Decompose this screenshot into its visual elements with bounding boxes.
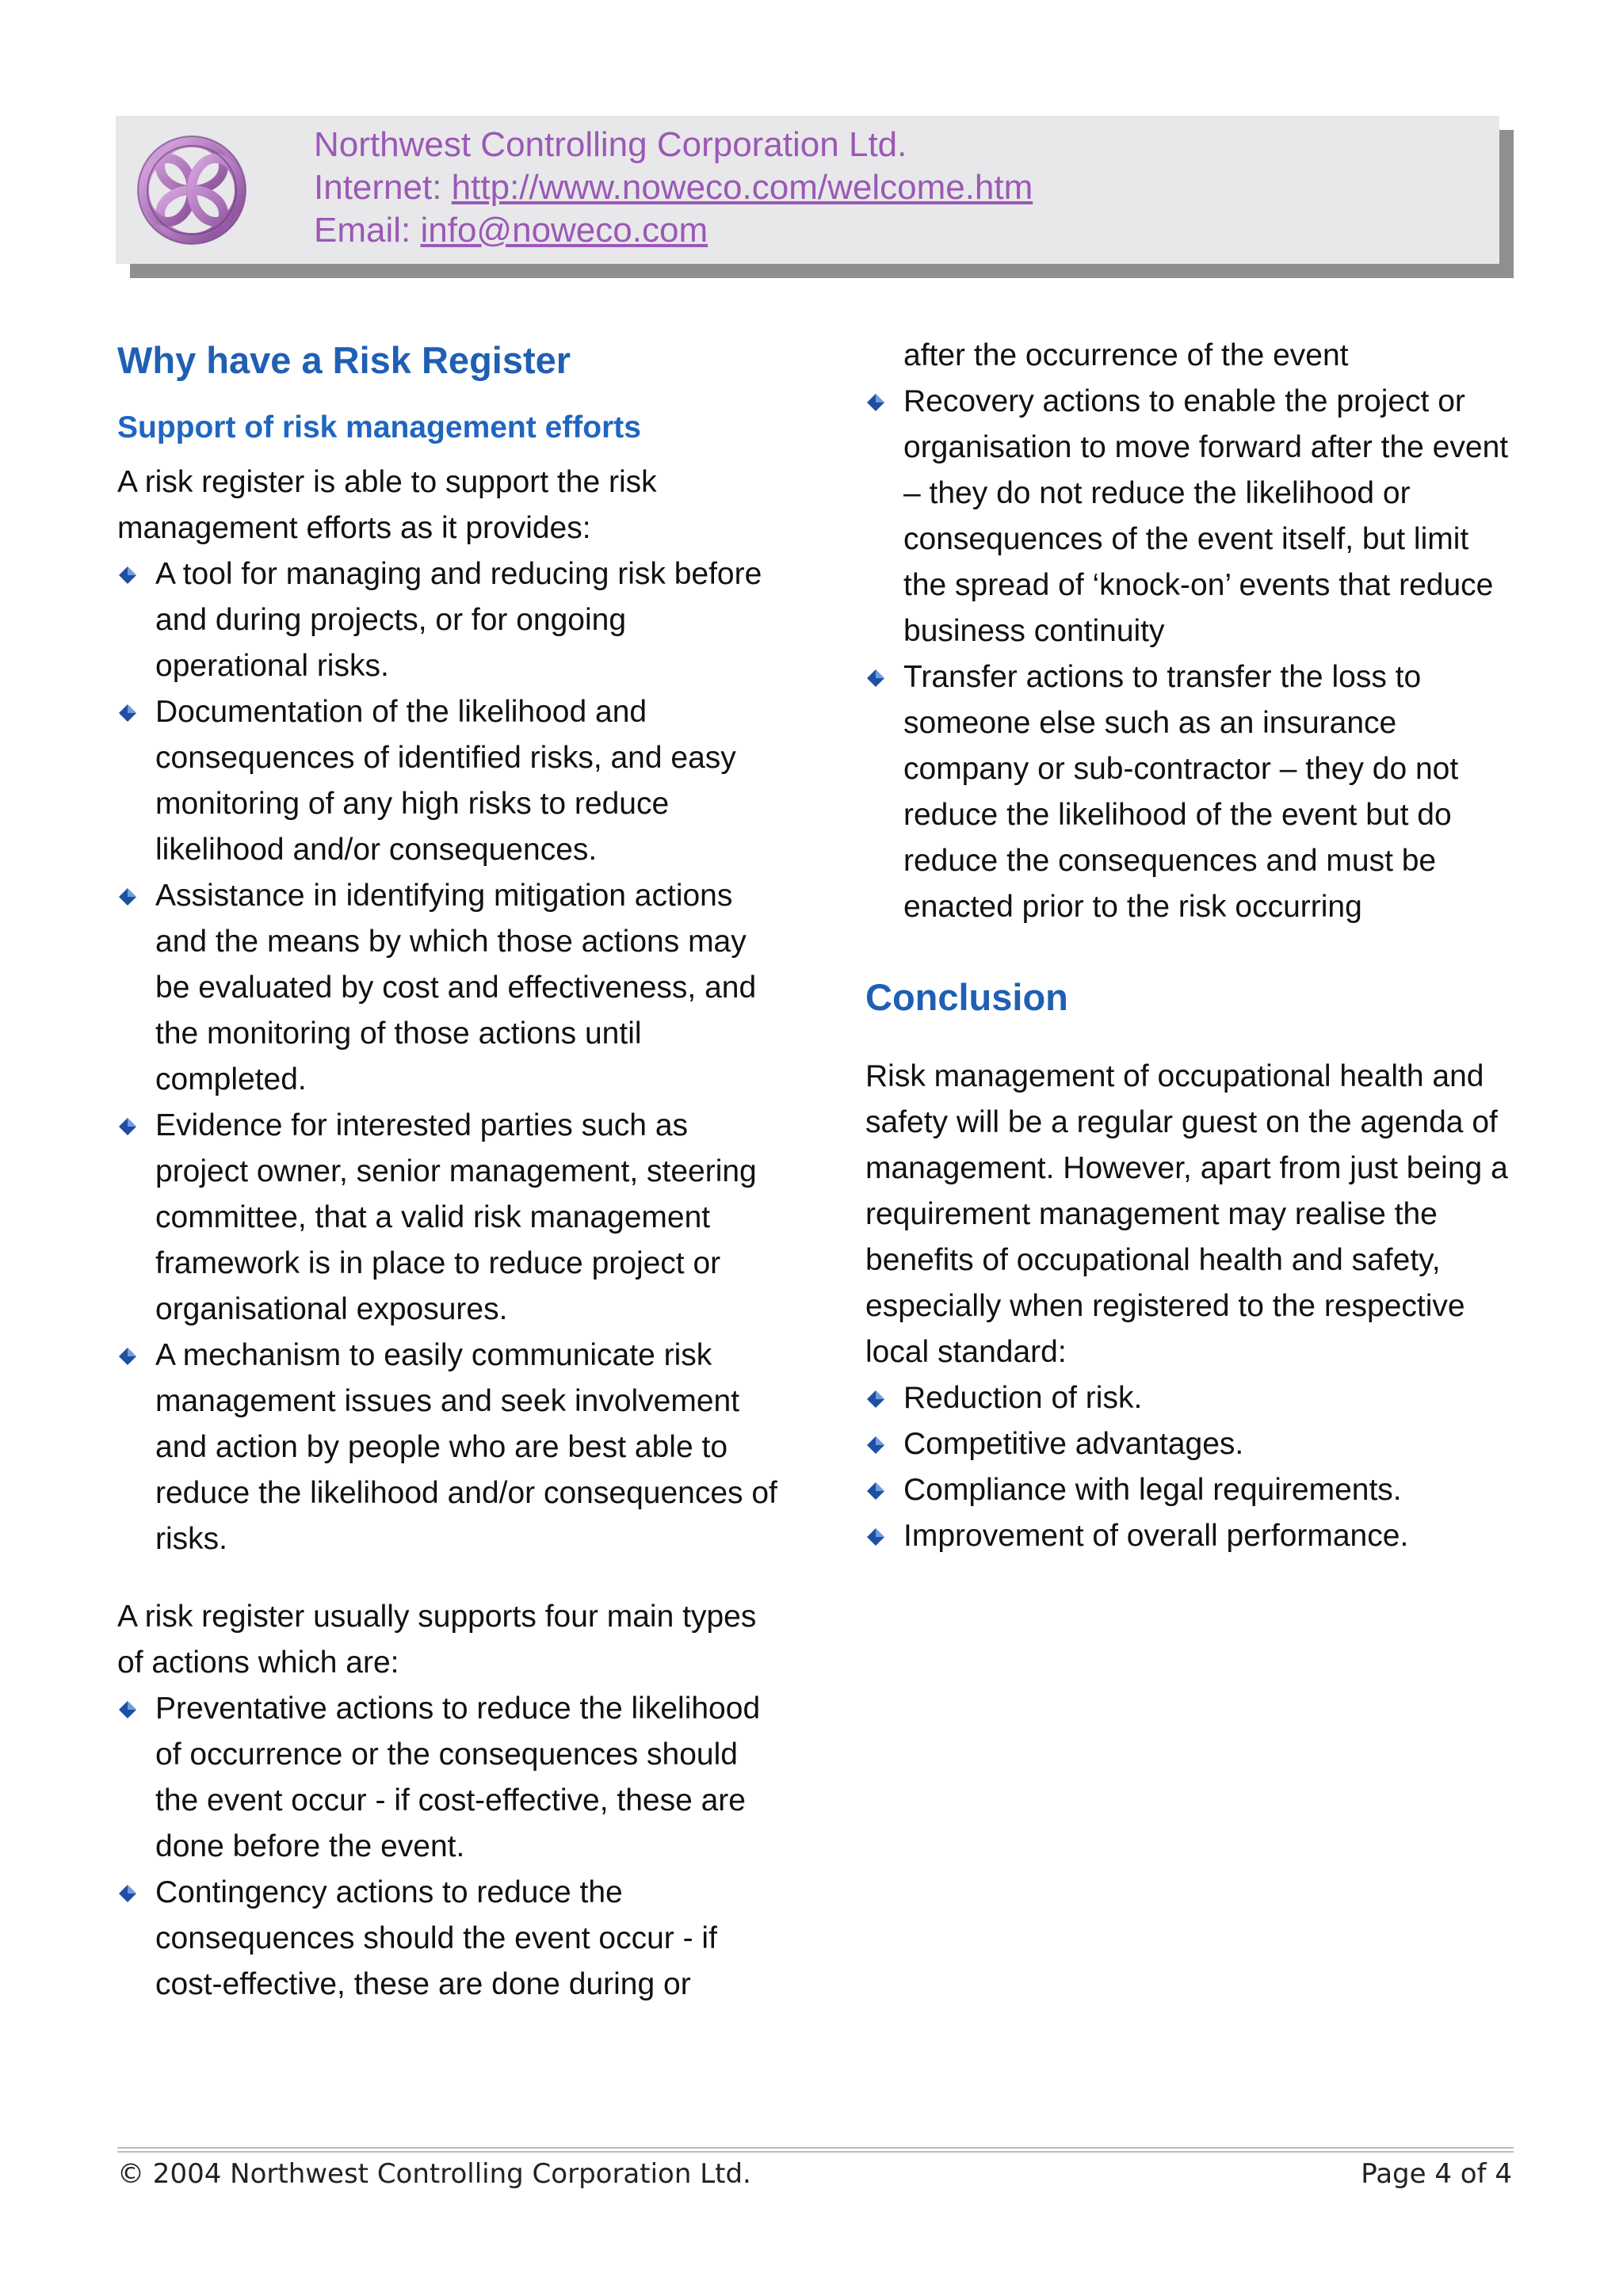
provides-list — [117, 551, 783, 1562]
actions-list — [117, 1686, 783, 2008]
list-item: Transfer actions to transfer the loss to someone else such as an insurance company or sub-contractor – they do not reduce the likelihood of the event but do reduce the consequences and must be enacted prior to the risk occurring — [865, 654, 1515, 930]
diamond-bullet-icon — [119, 888, 136, 906]
header-contact — [314, 124, 1033, 252]
email-label: Email: — [314, 211, 421, 250]
list-item: Reduction of risk. — [865, 1375, 1515, 1421]
email-link[interactable]: info@noweco.com — [420, 211, 708, 250]
actions-intro-paragraph: A risk register usually supports four main types of actions which are: — [117, 1600, 757, 1680]
list-item: Assistance in identifying mitigation actions and the means by which those actions may be evaluated by cost and effectiveness, and the monitoring of those actions until completed. — [117, 873, 783, 1103]
spacer — [117, 1562, 783, 1594]
left-column — [117, 325, 783, 2008]
diamond-bullet-icon — [867, 1528, 884, 1546]
diamond-bullet-icon — [867, 1482, 884, 1500]
diamond-bullet-icon — [867, 1436, 884, 1454]
list-item: Contingency actions to reduce the consequences should the event occur - if cost-effective, these are done during or — [117, 1870, 783, 2008]
section-title-why: Why have a Risk Register — [117, 339, 571, 381]
section-title-conclusion: Conclusion — [865, 976, 1068, 1018]
actions-list-continued — [865, 333, 1515, 930]
subsection-title-support: Support of risk management efforts — [117, 410, 641, 444]
diamond-bullet-icon — [119, 1348, 136, 1365]
celtic-knot-logo — [122, 120, 262, 260]
spacer — [865, 930, 1515, 962]
list-item: Preventative actions to reduce the likelihood of occurrence or the consequences should the event occur - if cost-effective, these are done before the event. — [117, 1686, 783, 1870]
list-item: A tool for managing and reducing risk before and during projects, or for ongoing operational risks. — [117, 551, 783, 689]
right-column — [865, 333, 1515, 1559]
diamond-bullet-icon — [867, 394, 884, 411]
list-item: Recovery actions to enable the project or organisation to move forward after the event – they do not reduce the likelihood or consequences of the event itself, but limit the spread of ‘knock-on’ events that reduce business continuity — [865, 379, 1515, 654]
website-link[interactable]: http://www.noweco.com/welcome.htm — [451, 168, 1033, 207]
diamond-bullet-icon — [119, 704, 136, 722]
footer-page-number: Page 4 of 4 — [1361, 2158, 1512, 2190]
list-item-continuation: after the occurrence of the event — [903, 338, 1349, 372]
list-item: Compliance with legal requirements. — [865, 1467, 1515, 1513]
list-item: Evidence for interested parties such as project owner, senior management, steering committee, that a valid risk management framework is in place to reduce project or organisational exposures. — [117, 1103, 783, 1333]
diamond-bullet-icon — [119, 566, 136, 584]
intro-paragraph: A risk register is able to support the risk management efforts as it provides: — [117, 465, 657, 545]
internet-line — [314, 166, 1033, 209]
header-banner — [116, 116, 1499, 264]
diamond-bullet-icon — [867, 1390, 884, 1408]
company-name: Northwest Controlling Corporation Ltd. — [314, 125, 907, 164]
diamond-bullet-icon — [119, 1885, 136, 1902]
list-item: Competitive advantages. — [865, 1421, 1515, 1467]
benefits-list — [865, 1375, 1515, 1559]
diamond-bullet-icon — [867, 669, 884, 687]
footer-copyright: © 2004 Northwest Controlling Corporation Ltd. — [117, 2158, 751, 2190]
diamond-bullet-icon — [119, 1701, 136, 1718]
footer-divider — [117, 2147, 1514, 2153]
email-line — [314, 209, 1033, 252]
diamond-bullet-icon — [119, 1118, 136, 1135]
list-item: Documentation of the likelihood and consequences of identified risks, and easy monitoring of any high risks to reduce likelihood and/or consequences. — [117, 689, 783, 873]
conclusion-paragraph: Risk management of occupational health and safety will be a regular guest on the agenda of management. However, apart from just being a requirement management may realise the benefits of occupational health and safety, especially when registered to the respective local standard: — [865, 1059, 1508, 1369]
list-item: Improvement of overall performance. — [865, 1513, 1515, 1559]
list-item: A mechanism to easily communicate risk management issues and seek involvement and action by people who are best able to reduce the likelihood and/or consequences of risks. — [117, 1333, 783, 1562]
internet-label: Internet: — [314, 168, 452, 207]
spacer — [865, 1033, 1515, 1054]
